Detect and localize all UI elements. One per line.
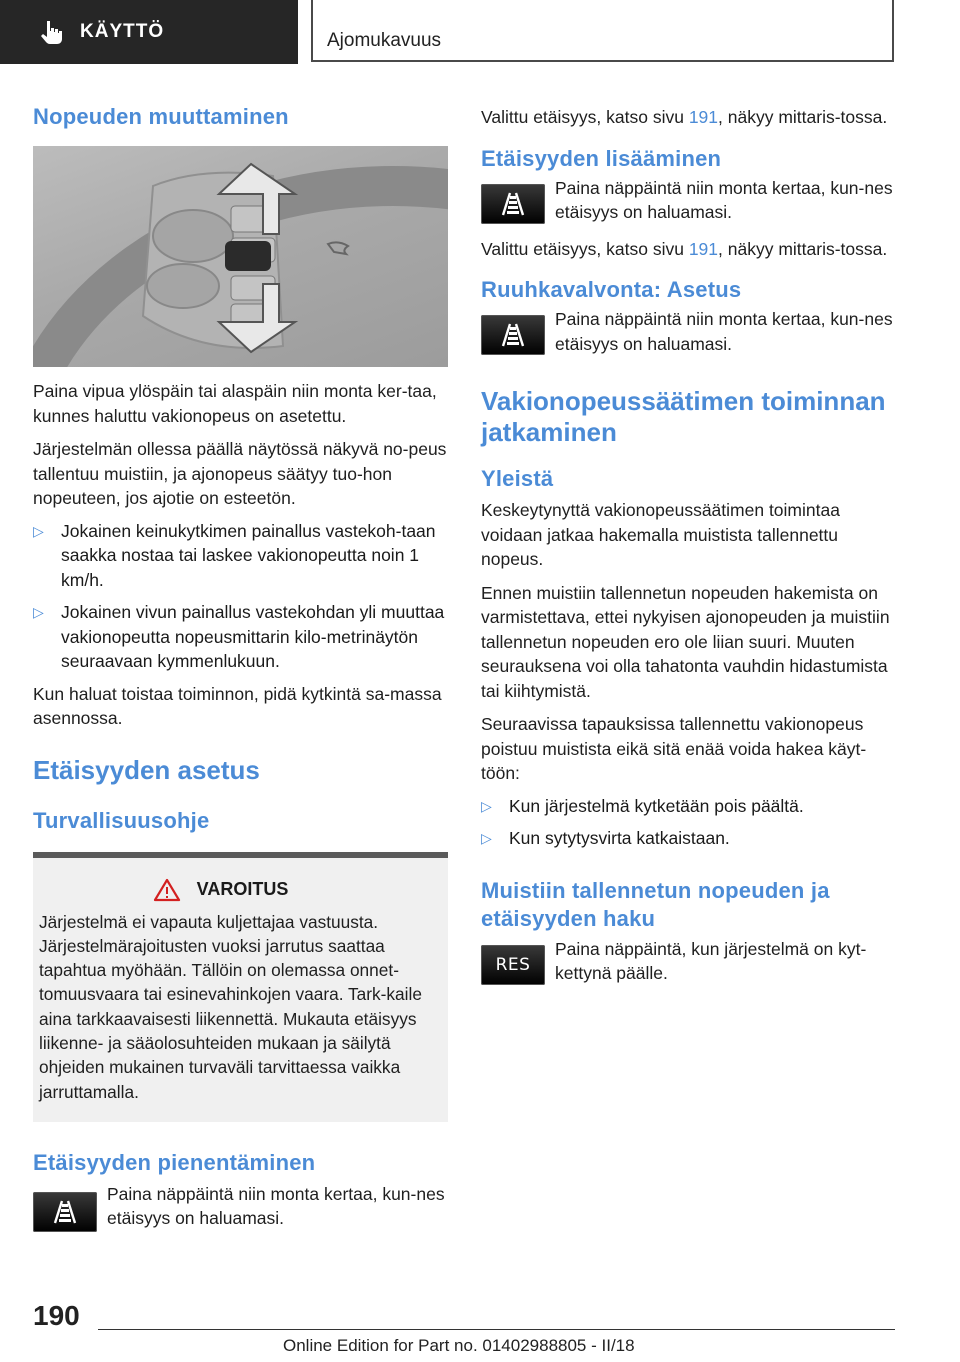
- heading-safety: Turvallisuusohje: [33, 807, 210, 833]
- chapter-tab: [0, 0, 298, 64]
- list-item-text: Jokainen keinukytkimen painallus vastekoh-taan saakka nostaa tai laskee vakionopeutta noin 1 km/h.: [61, 520, 436, 590]
- triangle-bullet-icon: ▷: [481, 830, 492, 846]
- distance-button-icon: [33, 1192, 97, 1232]
- footer-edition: Online Edition for Part no. 01402988805 - II/18: [283, 1336, 635, 1355]
- steering-wheel-photo: [33, 146, 448, 367]
- paragraph-general-2: Ennen muistiin tallennetun nopeuden hakemista on varmistettava, ettei nykyisen ajonopeuden ja muistiin tallennetun nopeuden ero ole liian suuri. Muuten seurauksena voi olla tahatonta vauhdin hidastumista tai kiihtymistä.: [481, 582, 890, 701]
- paragraph-display: Järjestelmän ollessa päällä näytössä näkyvä no-peus tallentuu muistiin, ja ajonopeus säätyy tuo-hon nopeuteen, jos ajotie on esteetön.: [33, 439, 447, 508]
- heading-decrease: Etäisyyden pienentäminen: [33, 1149, 316, 1175]
- warning-header: [0, 878, 442, 902]
- paragraph-selected-distance: [481, 237, 896, 262]
- page-link[interactable]: 191: [688, 107, 719, 127]
- list-item-text: Kun sytytysvirta katkaistaan.: [509, 828, 730, 848]
- increase-text: Paina näppäintä niin monta kertaa, kun-nes etäisyys on haluamasi.: [555, 177, 893, 222]
- recall-row: [481, 937, 896, 986]
- traffic-text: Paina näppäintä niin monta kertaa, kun-nes etäisyys on haluamasi.: [555, 309, 893, 354]
- list-item: [33, 600, 448, 674]
- heading-traffic: Ruuhkavalvonta: Asetus: [481, 277, 742, 302]
- steering-wheel-illustration: [33, 146, 448, 367]
- list-item-text: Jokainen vivun painallus vastekohdan yli muuttaa vakionopeutta nopeusmittarin kilo-metrinäytön seuraavaan kymmenlukuun.: [61, 602, 445, 671]
- paragraph-repeat: Kun haluat toistaa toiminnon, pidä kytkintä sa-massa asennossa.: [33, 683, 442, 728]
- paragraph-general-3: Seuraavissa tapauksissa tallennettu vakionopeus poistuu muistista eikä sitä enää voida hakea käyt-töön:: [481, 714, 867, 783]
- left-column: [33, 100, 448, 1232]
- triangle-bullet-icon: ▷: [33, 604, 44, 620]
- paragraph-general-1: Keskeytynyttä vakionopeussäätimen toimintaa voidaan jatkaa hakemalla muistista tallennettu nopeus.: [481, 500, 840, 569]
- right-column: [481, 100, 896, 986]
- paragraph-lever: Paina vipua ylöspäin tai alaspäin niin monta ker-taa, kunnes haluttu vakionopeus on asetettu.: [33, 381, 437, 426]
- warning-triangle-icon: [153, 878, 181, 902]
- heading-general: Yleistä: [481, 466, 554, 491]
- triangle-bullet-icon: ▷: [33, 522, 44, 539]
- page-link[interactable]: 191: [688, 238, 719, 259]
- distance-button-icon: [481, 184, 545, 224]
- warning-text: Järjestelmä ei vapauta kuljettajaa vastuusta. Järjestelmärajoitusten vuoksi jarrutus saattaa tapahtua myöhään. Tällöin on olemassa onnet-tomuusvaara tai esinevahinkojen vaara. Tark-kaile aina tarkkaavaisesti liikennettä. Mukauta etäisyys liikenne- ja sääolosuhteiden mukaan ja säilytä ohjeiden mukainen turvaväli tarvittaessa vaikka jarruttamalla.: [39, 911, 422, 1102]
- chapter-header: [311, 0, 894, 62]
- section-label: KÄYTTÖ: [80, 21, 165, 42]
- traffic-row: [481, 307, 896, 356]
- res-label: RES: [495, 954, 531, 975]
- increase-row: [481, 176, 896, 225]
- decrease-text: Paina näppäintä niin monta kertaa, kun-nes etäisyys on haluamasi.: [107, 1183, 445, 1229]
- text-span: , näkyy mittaris-tossa.: [718, 107, 888, 127]
- text-span: , näkyy mittaris-tossa.: [718, 238, 888, 259]
- list-item: [481, 794, 896, 819]
- text-span: Valittu etäisyys, katso sivu: [481, 238, 689, 259]
- heading-speed-change: Nopeuden muuttaminen: [33, 104, 289, 129]
- recall-text: Paina näppäintä, kun järjestelmä on kyt-kettynä päälle.: [555, 938, 867, 983]
- triangle-bullet-icon: ▷: [481, 797, 492, 814]
- text-span: Valittu etäisyys, katso sivu: [481, 107, 689, 127]
- decrease-row: [33, 1182, 448, 1232]
- heading-resume: Vakionopeussäätimen toiminnan jatkaminen: [481, 386, 886, 447]
- list-item: [481, 826, 896, 851]
- footer-divider: [98, 1329, 895, 1330]
- warning-title: VAROITUS: [196, 879, 289, 899]
- heading-distance-setting: Etäisyyden asetus: [33, 754, 260, 785]
- page-number: 190: [33, 1300, 80, 1331]
- heading-increase: Etäisyyden lisääminen: [481, 145, 722, 171]
- heading-recall: Muistiin tallennetun nopeuden ja etäisyyden haku: [481, 877, 830, 931]
- hand-pointer-icon: [38, 19, 64, 45]
- distance-button-icon: [481, 315, 545, 355]
- list-item-text: Kun järjestelmä kytketään pois päältä.: [509, 795, 804, 816]
- paragraph-selected-distance: [481, 105, 896, 130]
- res-button-icon: [481, 945, 545, 985]
- warning-box: [33, 852, 448, 1122]
- chapter-title: Ajomukavuus: [327, 30, 442, 51]
- list-item: [33, 519, 448, 593]
